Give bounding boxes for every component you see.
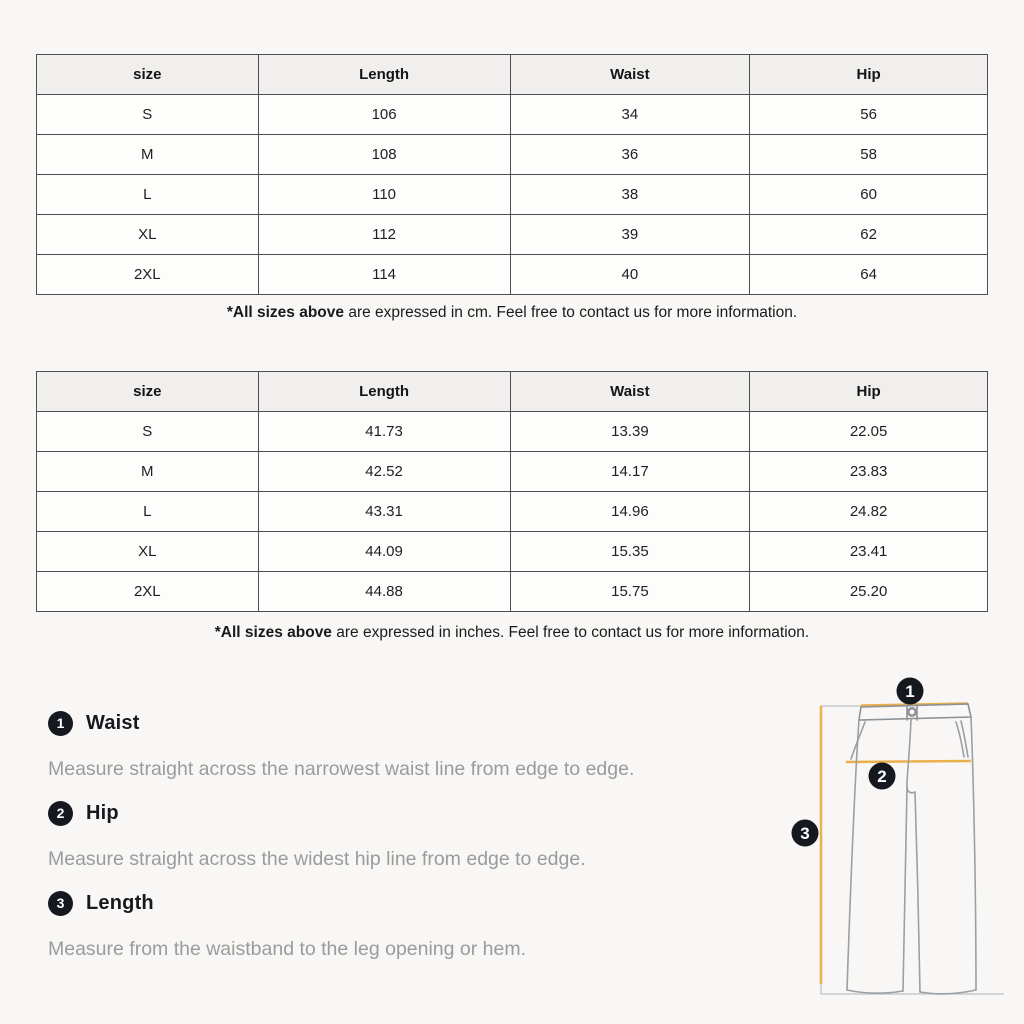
cell-length: 112 [258, 215, 510, 255]
size-table-cm [36, 54, 988, 295]
cell-waist: 36 [510, 135, 750, 175]
cell-size: L [37, 175, 259, 215]
cell-waist: 39 [510, 215, 750, 255]
step-1-badge: 1 [48, 711, 73, 736]
table-row [37, 492, 988, 532]
marker-hip-number: 2 [877, 767, 887, 786]
measurement-guide [48, 700, 758, 962]
cell-hip: 23.83 [750, 452, 988, 492]
table-row [37, 412, 988, 452]
marker-length-number: 3 [800, 824, 810, 843]
cell-size: 2XL [37, 255, 259, 295]
note-inches [0, 624, 1024, 642]
cell-hip: 64 [750, 255, 988, 295]
cell-waist: 13.39 [510, 412, 750, 452]
note-cm-bold: *All sizes above [226, 304, 345, 321]
col-header-waist: Waist [510, 55, 750, 95]
cell-size: S [37, 412, 259, 452]
cell-size: M [37, 452, 259, 492]
col-header-size: size [37, 55, 259, 95]
col-header-size: size [37, 372, 259, 412]
size-table-inches [36, 371, 988, 612]
cell-hip: 24.82 [750, 492, 988, 532]
cell-waist: 14.96 [510, 492, 750, 532]
cell-length: 41.73 [258, 412, 510, 452]
cell-hip: 25.20 [750, 572, 988, 612]
table-header-row [37, 55, 988, 95]
guide-title-row [48, 710, 758, 736]
guide-title-row [48, 890, 758, 916]
col-header-waist: Waist [510, 372, 750, 412]
guide-desc-waist: Measure straight across the narrowest waist line from edge to edge. [48, 758, 635, 780]
table-header-row [37, 372, 988, 412]
cell-size: L [37, 492, 259, 532]
table-row [37, 572, 988, 612]
cell-size: M [37, 135, 259, 175]
guide-item-waist [48, 710, 758, 782]
guide-item-hip [48, 800, 758, 872]
pants-diagram-svg [772, 662, 1020, 1022]
col-header-hip: Hip [750, 372, 988, 412]
marker-hip [869, 763, 896, 790]
guide-desc-hip: Measure straight across the widest hip line from edge to edge. [48, 848, 586, 870]
col-header-length: Length [258, 55, 510, 95]
cell-length: 106 [258, 95, 510, 135]
cell-size: S [37, 95, 259, 135]
table-row [37, 135, 988, 175]
pants-diagram [772, 662, 1020, 1022]
cell-waist: 38 [510, 175, 750, 215]
cell-size: XL [37, 215, 259, 255]
cell-length: 44.09 [258, 532, 510, 572]
note-cm [0, 304, 1024, 322]
table-row [37, 215, 988, 255]
cell-waist: 40 [510, 255, 750, 295]
cell-hip: 56 [750, 95, 988, 135]
cell-length: 110 [258, 175, 510, 215]
marker-waist [897, 678, 924, 705]
table-row [37, 452, 988, 492]
cell-hip: 23.41 [750, 532, 988, 572]
pants-outline [847, 704, 976, 994]
cell-hip: 22.05 [750, 412, 988, 452]
cell-waist: 15.75 [510, 572, 750, 612]
guide-title-waist: Waist [86, 711, 140, 734]
cell-hip: 62 [750, 215, 988, 255]
guide-item-length [48, 890, 758, 962]
cell-length: 114 [258, 255, 510, 295]
guide-desc-length: Measure from the waistband to the leg opening or hem. [48, 938, 527, 960]
guide-title-hip: Hip [86, 801, 119, 824]
note-inches-rest: are expressed in inches. Feel free to contact us for more information. [331, 624, 810, 641]
cell-size: 2XL [37, 572, 259, 612]
marker-length [792, 820, 819, 847]
cell-length: 43.31 [258, 492, 510, 532]
table-row [37, 255, 988, 295]
cell-hip: 58 [750, 135, 988, 175]
table-row [37, 532, 988, 572]
note-cm-rest: are expressed in cm. Feel free to contact us for more information. [344, 304, 798, 321]
table-row [37, 95, 988, 135]
table-row [37, 175, 988, 215]
col-header-hip: Hip [750, 55, 988, 95]
cell-hip: 60 [750, 175, 988, 215]
step-3-badge: 3 [48, 891, 73, 916]
step-2-badge: 2 [48, 801, 73, 826]
guide-title-length: Length [86, 891, 154, 914]
cell-waist: 34 [510, 95, 750, 135]
note-inches-bold: *All sizes above [214, 624, 332, 641]
marker-waist-number: 1 [905, 682, 915, 701]
guide-title-row [48, 800, 758, 826]
col-header-length: Length [258, 372, 510, 412]
cell-length: 44.88 [258, 572, 510, 612]
cell-length: 42.52 [258, 452, 510, 492]
cell-waist: 15.35 [510, 532, 750, 572]
cell-size: XL [37, 532, 259, 572]
cell-length: 108 [258, 135, 510, 175]
cell-waist: 14.17 [510, 452, 750, 492]
